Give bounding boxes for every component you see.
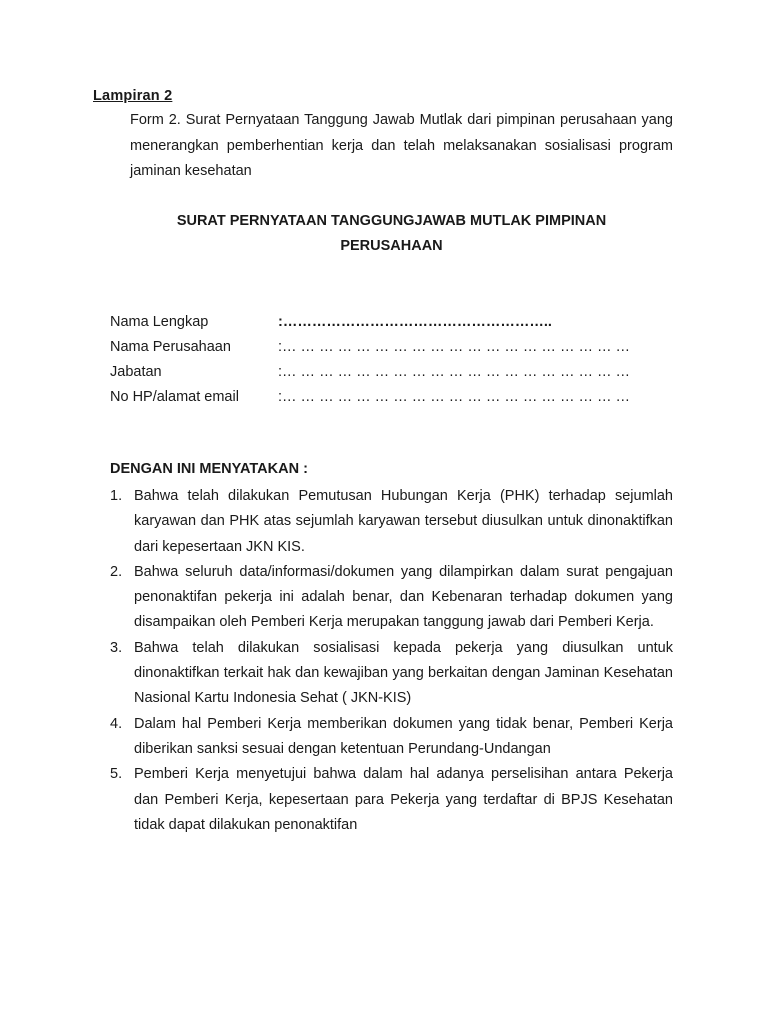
list-item-number: 5. (110, 766, 123, 783)
field-phone-email (110, 385, 631, 410)
list-item-text: Bahwa seluruh data/informasi/dokumen yang dilampirkan dalam surat pengajuan penonaktifan pekerja ini adalah benar, dan Kebenaran terhadap dokumen yang disampaikan oleh Pemberi Kerja merupakan tanggung jawab dari Pemberi Kerja. (134, 563, 673, 631)
list-item-text: Dalam hal Pemberi Kerja memberikan dokumen yang tidak benar, Pemberi Kerja diberikan sanksi sesuai dengan ketentuan Perundang-Undangan (134, 715, 673, 757)
document-title (110, 209, 673, 259)
field-blank: :… … … … … … … … … … … … … … … … … … … (278, 339, 631, 355)
field-position (110, 360, 631, 385)
field-label: No HP/alamat email (110, 389, 239, 405)
statement-list (110, 484, 673, 838)
list-item (110, 762, 673, 838)
document-title-line-2: PERUSAHAAN (340, 238, 443, 254)
form-intro: Form 2. Surat Pernyataan Tanggung Jawab Mutlak dari pimpinan perusahaan yang menerangkan pemberhentian kerja dan telah melaksanakan sosialisasi program jaminan kesehatan (130, 112, 673, 179)
appendix-label: Lampiran 2 (93, 88, 173, 104)
list-item-number: 3. (110, 639, 123, 656)
field-label: Jabatan (110, 364, 162, 380)
list-item (110, 560, 673, 636)
list-item-number: 2. (110, 563, 123, 580)
list-item-text: Pemberi Kerja menyetujui bahwa dalam hal adanya perselisihan antara Pekerja dan Pemberi Kerja, kepesertaan para Pekerja yang terdaftar di BPJS Kesehatan tidak dapat dilakukan penonaktifan (134, 766, 673, 833)
field-blank: :… … … … … … … … … … … … … … … … … … … (278, 389, 631, 405)
statement-heading: DENGAN INI MENYATAKAN : (110, 461, 308, 477)
field-blank: :… … … … … … … … … … … … … … … … … … … (278, 364, 631, 380)
list-item (110, 484, 673, 560)
field-blank: :……………………………………………….. (278, 314, 552, 330)
document-title-line-1: SURAT PERNYATAAN TANGGUNGJAWAB MUTLAK PIMPINAN (176, 213, 607, 229)
list-item-number: 4. (110, 715, 123, 732)
field-label: Nama Lengkap (110, 314, 209, 330)
field-company-name (110, 335, 631, 360)
identity-fields (110, 310, 631, 410)
list-item-text: Bahwa telah dilakukan Pemutusan Hubungan Kerja (PHK) terhadap sejumlah karyawan dan PHK atas sejumlah karyawan tersebut diusulkan untuk dinonaktifkan dari kepesertaan JKN KIS. (134, 488, 673, 555)
list-item-number: 1. (110, 488, 123, 504)
list-item (110, 712, 673, 763)
field-label: Nama Perusahaan (110, 339, 231, 355)
list-item (110, 636, 673, 712)
field-full-name (110, 310, 580, 335)
list-item-text: Bahwa telah dilakukan sosialisasi kepada pekerja yang diusulkan untuk dinonaktifkan terkait hak dan kewajiban yang berkaitan dengan Jaminan Kesehatan Nasional Kartu Indonesia Sehat ( JKN-KIS) (134, 639, 673, 707)
